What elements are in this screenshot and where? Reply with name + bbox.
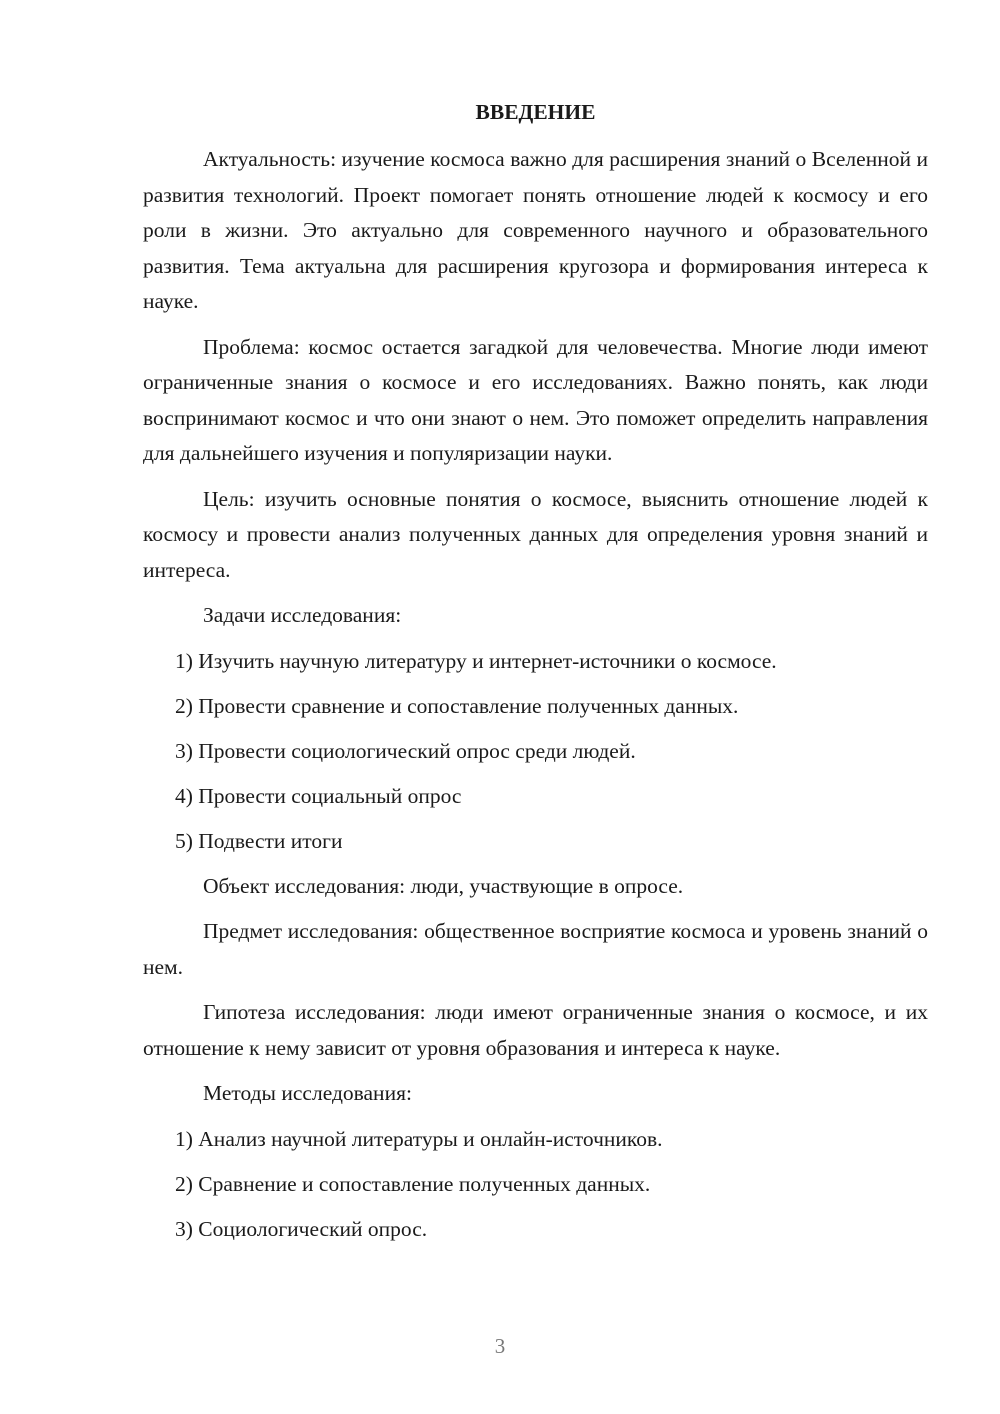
list-item: 1) Анализ научной литературы и онлайн-источников. xyxy=(175,1126,663,1151)
list-item: 3) Провести социологический опрос среди людей. xyxy=(175,738,636,763)
hypothesis-paragraph: Гипотеза исследования: люди имеют ограниченные знания о космосе, и их отношение к нему зависит от уровня образования и интереса к науке. xyxy=(143,1000,928,1060)
list-item: 3) Социологический опрос. xyxy=(175,1216,428,1241)
document-page xyxy=(143,96,928,1257)
methods-list xyxy=(143,1122,928,1248)
list-item: 2) Сравнение и сопоставление полученных данных. xyxy=(175,1171,651,1196)
page-number: 3 xyxy=(494,1334,506,1358)
tasks-list xyxy=(143,644,928,860)
problem-paragraph: Проблема: космос остается загадкой для человечества. Многие люди имеют ограниченные знания о космосе и его исследованиях. Важно понять, как люди воспринимают космос и что они знают о нем. Это поможет определить направления для дальнейшего изучения и популяризации науки. xyxy=(143,334,928,465)
list-item: 4) Провести социальный опрос xyxy=(175,783,462,808)
relevance-paragraph: Актуальность: изучение космоса важно для расширения знаний о Вселенной и развития технологий. Проект помогает понять отношение людей к космосу и его роли в жизни. Это актуально для современного научного и образовательного развития. Тема актуальна для расширения кругозора и формирования интереса к науке. xyxy=(143,147,928,313)
subject-paragraph: Предмет исследования: общественное восприятие космоса и уровень знаний о нем. xyxy=(143,919,928,979)
goal-paragraph: Цель: изучить основные понятия о космосе, выяснить отношение людей к космосу и провести анализ полученных данных для определения уровня знаний и интереса. xyxy=(143,486,928,582)
list-item: 5) Подвести итоги xyxy=(175,828,343,853)
methods-heading: Методы исследования: xyxy=(203,1081,412,1105)
list-item: 1) Изучить научную литературу и интернет-источники о космосе. xyxy=(175,648,777,673)
section-title: ВВЕДЕНИЕ xyxy=(475,100,596,124)
tasks-heading: Задачи исследования: xyxy=(203,603,402,627)
list-item: 2) Провести сравнение и сопоставление полученных данных. xyxy=(175,693,739,718)
object-paragraph: Объект исследования: люди, участвующие в опросе. xyxy=(203,873,684,898)
